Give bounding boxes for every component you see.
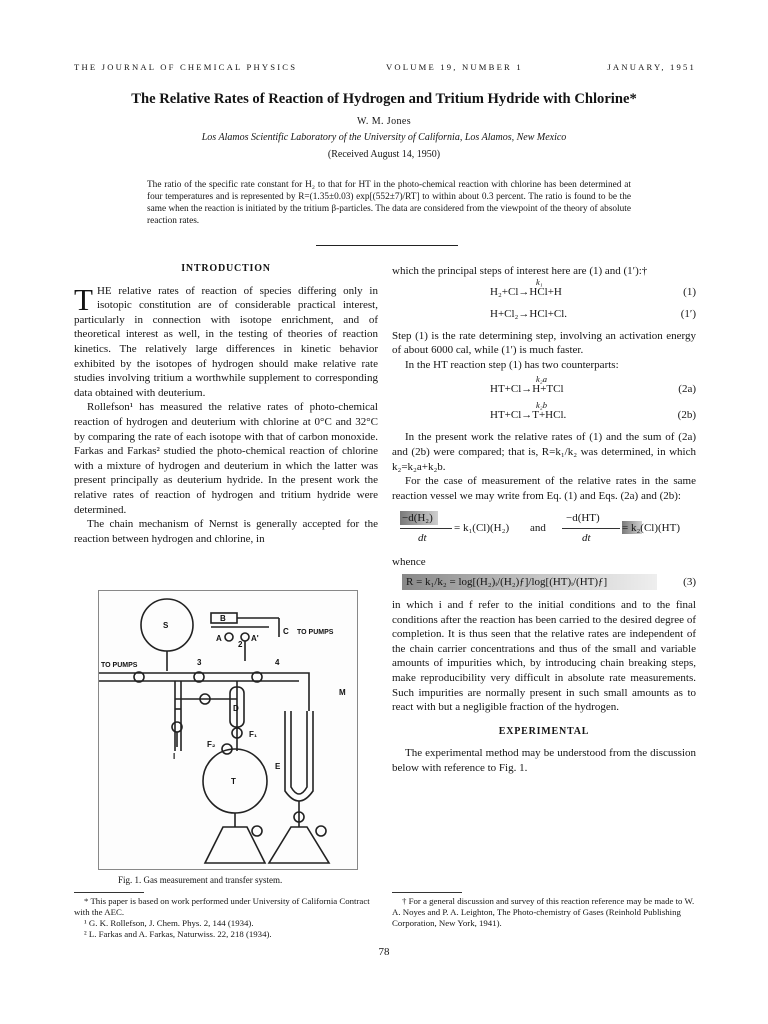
reaction-1-prime: H+Cl₂→HCl+Cl. xyxy=(490,307,568,320)
label-b: B xyxy=(220,614,226,623)
page-number: 78 xyxy=(378,946,390,958)
label-i: I xyxy=(173,752,176,761)
journal-name: THE JOURNAL OF CHEMICAL PHYSICS xyxy=(74,62,298,72)
footnote-1: ¹ G. K. Rollefson, J. Chem. Phys. 2, 144 (1934). xyxy=(84,918,254,928)
right-column xyxy=(392,264,696,775)
flask-right xyxy=(269,827,329,863)
ratio-equation: R = k₁/k₂ = log[(H₂)ᵢ/(H₂)ƒ]/log[(HT)ᵢ/(HT)ƒ] xyxy=(406,575,608,588)
label-c: C xyxy=(283,627,289,636)
received-date: (Received August 14, 1950) xyxy=(327,149,441,160)
label-3: 3 xyxy=(197,658,202,667)
footnotes-right xyxy=(392,892,696,929)
rate-constant-k2a: k₂a xyxy=(536,374,547,385)
label-f1: F₁ xyxy=(249,730,258,739)
label-f2: F₂ xyxy=(207,740,216,749)
fraction-bar-1 xyxy=(400,528,452,529)
equation-3 xyxy=(392,574,696,594)
left-column xyxy=(74,262,378,546)
rate-equations xyxy=(392,511,696,551)
footnote-divider-right xyxy=(392,892,462,893)
numerator-h2: −d(H₂) xyxy=(402,512,433,525)
fraction-bar-2 xyxy=(562,528,620,529)
article-title: The Relative Rates of Reaction of Hydrogen and Tritium Hydride with Chlorine* xyxy=(131,91,637,107)
right-paragraph-6: in which i and f refer to the initial conditions and to the final conditions after the reaction has been carried to the desired degree of completion. It is thus seen that the relative rates are independent of the chain carrier concentrations and thus of the small and variable amounts of impurities which, by introducing chain breaking steps, make reproducibility very difficult in absolute rate measurements. Such impurities are normally present in such small amounts as to react with but a negligible fraction of the hydrogen. xyxy=(392,598,696,714)
issue-date: JANUARY, 1951 xyxy=(607,62,696,72)
footnote-2: ² L. Farkas and A. Farkas, Naturwiss. 22, 218 (1934). xyxy=(84,929,272,939)
whence-label: whence xyxy=(392,556,426,569)
equation-number-3: (3) xyxy=(683,575,696,588)
apparatus-diagram xyxy=(99,591,357,869)
footnote-divider xyxy=(74,892,144,893)
figure-apparatus xyxy=(98,590,358,870)
reaction-2b: HT+Cl→T+HCl. xyxy=(490,409,567,422)
label-m: M xyxy=(339,688,346,697)
right-paragraph-7: The experimental method may be understood from the discussion below with reference to Fig. 1. xyxy=(392,747,696,774)
label-2: 2 xyxy=(238,640,243,649)
rate-constant-k2b: k₂b xyxy=(536,400,547,411)
denominator-1: dt xyxy=(418,532,427,545)
section-heading-experimental: EXPERIMENTAL xyxy=(498,725,590,737)
flask-left xyxy=(205,827,265,863)
rate-constant-k1: k₁ xyxy=(536,276,543,287)
label-4: 4 xyxy=(275,658,280,667)
reaction-1: H₂+Cl→HCl+H xyxy=(490,285,562,298)
section-heading-introduction: INTRODUCTION xyxy=(181,263,271,274)
right-paragraph-3: In the HT reaction step (1) has two counterparts: xyxy=(405,358,619,371)
figure-caption: Fig. 1. Gas measurement and transfer system. xyxy=(118,875,283,885)
equation-number-2b: (2b) xyxy=(677,409,696,422)
numerator-ht: −d(HT) xyxy=(566,512,600,525)
label-a: A xyxy=(216,634,222,643)
rate-law-h2: = k₁(Cl)(H₂) xyxy=(454,522,510,535)
reaction-2a: HT+Cl→H+TCl xyxy=(490,383,564,396)
intro-paragraph-1 xyxy=(74,281,378,401)
abstract: The ratio of the specific rate constant for H₂ to that for HT in the photo-chemical reaction with chlorine has been determined at four temperatures and is represented by R=(1.35±0.03) exp[(552±7)/RT] to within about 0.3 percent. The ratio is found to be the same when the reaction is initiated by the tritium β-particles. The data are considered from the viewpoint of the theory of absolute reaction rates. xyxy=(147,180,631,226)
label-e: E xyxy=(275,762,281,771)
equation-1 xyxy=(392,276,696,301)
volume-number: VOLUME 19, NUMBER 1 xyxy=(386,62,523,72)
drop-cap: T xyxy=(74,281,93,317)
right-paragraph-5: For the case of measurement of the relative rates in the same reaction vessel we may write from Eq. (1) and Eqs. (2a) and (2b): xyxy=(392,475,696,502)
author-name: W. M. Jones xyxy=(356,116,412,127)
equation-number-2a: (2a) xyxy=(678,383,696,396)
footnote-dagger: † For a general discussion and survey of this reaction reference may be made to W. A. Noyes and P. A. Leighton, The Photo-chemistry of Gases (Reinhold Publishing Corporation, New York, 1941). xyxy=(392,896,695,928)
right-paragraph-1: which the principal steps of interest here are (1) and (1′):† xyxy=(392,265,648,277)
label-t: T xyxy=(231,777,236,786)
label-to-pumps-right: TO PUMPS xyxy=(297,629,334,636)
label-d: D xyxy=(233,704,239,713)
footnotes-left xyxy=(74,892,378,940)
equation-2a xyxy=(392,376,696,398)
label-s: S xyxy=(163,621,169,630)
equation-number-1-prime: (1′) xyxy=(680,307,696,320)
equation-1-prime xyxy=(392,301,696,323)
denominator-2: dt xyxy=(582,532,591,545)
rate-law-ht: = k₂(Cl)(HT) xyxy=(622,522,680,535)
conjunction-and: and xyxy=(530,522,546,535)
abstract-divider xyxy=(316,245,458,246)
intro-paragraph-3: The chain mechanism of Nernst is generally accepted for the reaction between hydrogen and chlorine, in xyxy=(74,518,378,545)
equation-number-1: (1) xyxy=(683,285,696,298)
author-affiliation: Los Alamos Scientific Laboratory of the University of California, Los Alamos, New Mexico xyxy=(201,132,567,143)
right-paragraph-4: In the present work the relative rates of (1) and the sum of (2a) and (2b) were compared; that is, R=k₁/k₂ was determined, in which k₂=k₂a+k₂b. xyxy=(392,431,696,473)
intro-paragraph-1-text: HE relative rates of reaction of species differing only in isotopic constitution are of considerable practical interest, particularly in connection with isotope enrichment, and of theoretical interest as well, in the testing of theories of reaction kinetics. The relatively large differences in kinetic behavior exhibited by the isotopes of hydrogen should make relative rate studies involving tritium a worthwhile supplement to corresponding data obtained with deuterium. xyxy=(74,284,378,399)
intro-paragraph-2: Rollefson¹ has measured the relative rates of photo-chemical reaction of hydrogen and deuterium with chlorine at 0°C and 32°C by comparing the rate of each isotope with that of carbon monoxide. Farkas and Farkas² studied the photo-chemical reaction of chlorine with a mixture of hydrogen and deuterium in which the latter was present principally as deuterium hydride. In the present work the relative rates of reaction of hydrogen and tritium hydride were determined. xyxy=(74,401,378,516)
running-head xyxy=(74,62,696,76)
label-to-pumps-left: TO PUMPS xyxy=(101,662,138,669)
equation-2b xyxy=(392,402,696,424)
footnote-star: * This paper is based on work performed under University of California Contract with the AEC. xyxy=(74,896,370,917)
label-a-prime: A' xyxy=(251,634,259,643)
right-paragraph-2: Step (1) is the rate determining step, involving an activation energy of about 6000 cal, while (1′) is much faster. xyxy=(392,329,696,357)
